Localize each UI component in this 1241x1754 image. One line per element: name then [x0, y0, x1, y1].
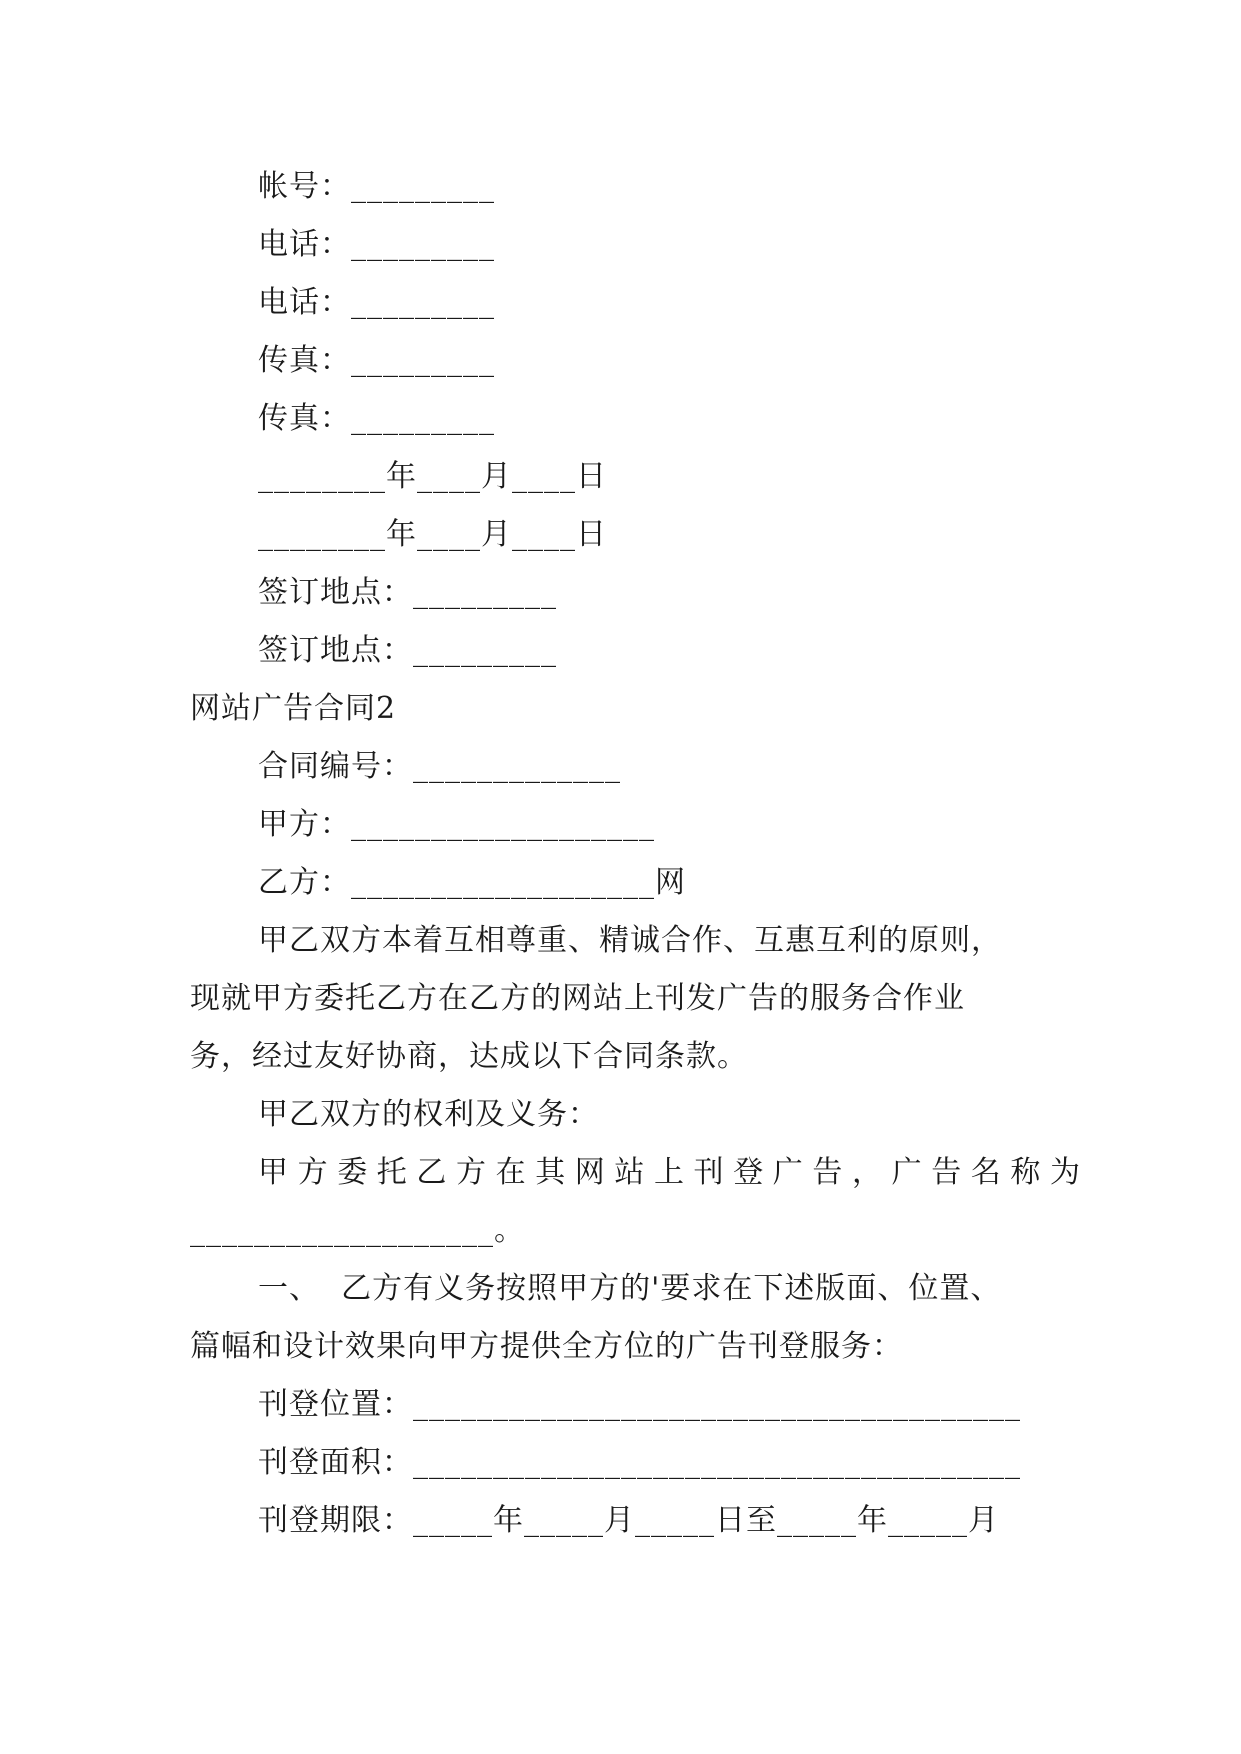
- date-field: ________年____月____日: [258, 517, 607, 552]
- date-field: ________年____月____日: [258, 459, 607, 494]
- paragraph-line: 甲乙双方本着互相尊重、精诚合作、互惠互利的原则，: [258, 923, 1002, 958]
- paragraph-line: 甲方委托乙方在其网站上刊登广告，广告名称为: [258, 1155, 1090, 1190]
- clause-one-line: 一、 乙方有义务按照甲方的'要求在下述版面、位置、: [258, 1271, 1002, 1306]
- placement-area-field: 刊登面积：______________________________________: [258, 1445, 1021, 1480]
- phone-field: 电话：_________: [258, 285, 495, 320]
- ad-name-field: ___________________。: [190, 1213, 525, 1248]
- placement-position-field: 刊登位置：______________________________________: [258, 1387, 1021, 1422]
- paragraph-line: 务，经过友好协商，达成以下合同条款。: [190, 1039, 748, 1074]
- phone-field: 电话：_________: [258, 227, 495, 262]
- signing-location-field: 签订地点：_________: [258, 575, 557, 610]
- rights-heading: 甲乙双方的权利及义务：: [258, 1097, 599, 1132]
- placement-period-field: 刊登期限：_____年_____月_____日至_____年_____月: [258, 1503, 999, 1538]
- fax-field: 传真：_________: [258, 343, 495, 378]
- clause-one-line: 篇幅和设计效果向甲方提供全方位的广告刊登服务：: [190, 1329, 903, 1364]
- signing-location-field: 签订地点：_________: [258, 633, 557, 668]
- paragraph-line: 现就甲方委托乙方在乙方的网站上刊发广告的服务合作业: [190, 981, 965, 1016]
- party-b-field: 乙方：___________________网: [258, 865, 686, 900]
- fax-field: 传真：_________: [258, 401, 495, 436]
- party-a-field: 甲方：___________________: [258, 807, 655, 842]
- section-title: 网站广告合同2: [190, 691, 397, 726]
- contract-number-field: 合同编号：_____________: [258, 749, 621, 784]
- account-number-field: 帐号：_________: [258, 169, 495, 204]
